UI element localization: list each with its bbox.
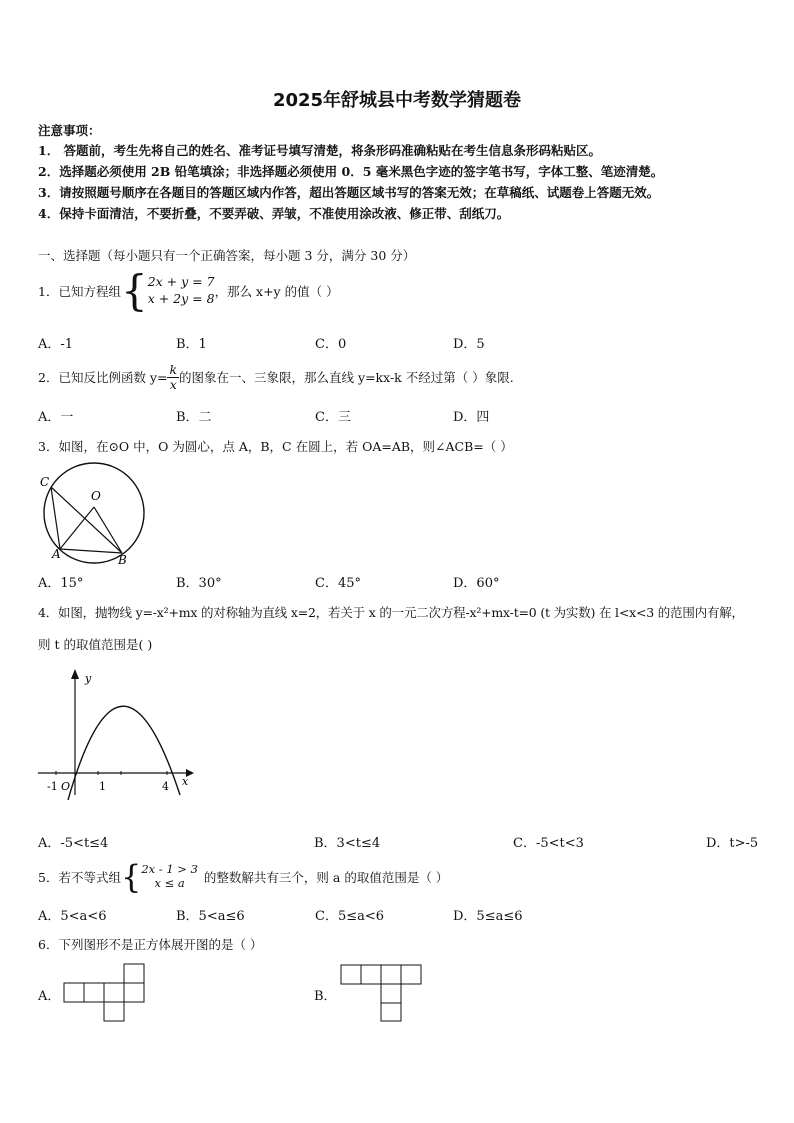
q1-option-d: D．5 bbox=[453, 337, 485, 352]
brace-icon: { bbox=[120, 266, 148, 315]
q3-option-d: D．60° bbox=[453, 576, 500, 591]
net-b-square bbox=[381, 965, 401, 984]
q5-prefix: 5．若不等式组 bbox=[38, 870, 121, 885]
q1-option-c: C．0 bbox=[315, 337, 347, 352]
label-b: B bbox=[118, 553, 127, 567]
net-b-square bbox=[341, 965, 361, 984]
label-o: O bbox=[91, 489, 101, 503]
q5-option-a: A．5<a<6 bbox=[38, 909, 107, 924]
segment-oa bbox=[60, 507, 94, 549]
question-2 bbox=[38, 356, 514, 398]
notes-heading: 注意事项： bbox=[38, 123, 101, 138]
origin-label: O bbox=[61, 780, 71, 793]
segment-ob bbox=[94, 507, 122, 553]
net-a-square bbox=[104, 1002, 124, 1021]
question-3: 3．如图，在⊙O 中，O 为圆心，点 A，B，C 在圆上，若 OA=AB，则∠ACB=（ ） bbox=[38, 439, 513, 454]
segment-ab bbox=[60, 549, 122, 553]
question-5 bbox=[38, 858, 448, 896]
q1-system bbox=[148, 274, 215, 308]
q2-fraction bbox=[167, 363, 179, 392]
q3-option-c: C．45° bbox=[315, 576, 361, 591]
y-label: y bbox=[85, 672, 92, 685]
net-figure-a bbox=[63, 962, 148, 1024]
q4-option-a: A．-5<t≤4 bbox=[38, 836, 109, 851]
label-c: C bbox=[40, 475, 50, 489]
note-item: 3．请按照题号顺序在各题目的答题区域内作答，超出答题区域书写的答案无效；在草稿纸、试题卷上答题无效。 bbox=[38, 185, 660, 200]
q1-suffix: ，那么 x+y 的值（ ） bbox=[214, 284, 339, 299]
net-a-square bbox=[124, 964, 144, 983]
question-6: 6．下列图形不是正方体展开图的是（ ） bbox=[38, 937, 263, 952]
net-figure-b bbox=[339, 963, 424, 1023]
q5-system bbox=[141, 863, 198, 891]
q2-suffix: 的图象在一、三象限，那么直线 y=kx-k 不经过第（ ）象限. bbox=[179, 370, 514, 385]
q5-option-d: D．5≤a≤6 bbox=[453, 909, 523, 924]
q5-ineq1: 2x - 1 > 3 bbox=[141, 862, 198, 877]
q1-eq2: x + 2y = 8 bbox=[147, 291, 215, 306]
net-a-square bbox=[64, 983, 84, 1002]
q2-option-d: D．四 bbox=[453, 410, 490, 425]
question-4-line1: 4．如图，抛物线 y=-x²+mx 的对称轴为直线 x=2，若关于 x 的一元二次方程-x²+mx-t=0 (t 为实数) 在 l<x<3 的范围内有解， bbox=[38, 605, 744, 620]
q2-numerator: k bbox=[169, 361, 178, 377]
q2-option-a: A．一 bbox=[38, 410, 74, 425]
page-title: 2025年舒城县中考数学猜题卷 bbox=[272, 90, 522, 111]
net-a-square bbox=[84, 983, 104, 1002]
q1-option-b: B．1 bbox=[176, 337, 207, 352]
net-b-square bbox=[401, 965, 421, 984]
q6-option-b-label: B． bbox=[314, 989, 337, 1004]
q5-option-b: B．5<a≤6 bbox=[176, 909, 245, 924]
q5-suffix: 的整数解共有三个，则 a 的取值范围是（ ） bbox=[203, 870, 449, 885]
q3-option-a: A．15° bbox=[38, 576, 84, 591]
tick-label-1: 1 bbox=[99, 780, 106, 793]
question-4-line2: 则 t 的取值范围是( ) bbox=[38, 637, 153, 652]
q6-option-a-label: A． bbox=[38, 989, 61, 1004]
segment-cb bbox=[51, 487, 122, 553]
q2-prefix: 2．已知反比例函数 y= bbox=[38, 370, 168, 385]
q1-option-a: A．-1 bbox=[38, 337, 74, 352]
question-1 bbox=[38, 266, 339, 316]
q3-option-b: B．30° bbox=[176, 576, 222, 591]
brace-icon: { bbox=[120, 858, 142, 896]
q4-option-d: D．t>-5 bbox=[706, 836, 759, 851]
net-b-square bbox=[381, 1003, 401, 1021]
q5-ineq2: x ≤ a bbox=[154, 876, 185, 890]
net-a-square bbox=[104, 983, 124, 1002]
section-heading: 一、选择题（每小题只有一个正确答案，每小题 3 分，满分 30 分） bbox=[38, 248, 416, 263]
q2-option-b: B．二 bbox=[176, 410, 212, 425]
q2-option-c: C．三 bbox=[315, 410, 351, 425]
q4-option-b: B．3<t≤4 bbox=[314, 836, 381, 851]
note-item: 4．保持卡面清洁，不要折叠，不要弄破、弄皱，不准使用涂改液、修正带、刮纸刀。 bbox=[38, 206, 510, 221]
q1-prefix: 1．已知方程组 bbox=[38, 284, 121, 299]
parabola-graph bbox=[38, 665, 198, 800]
net-a-square bbox=[124, 983, 144, 1002]
label-a: A bbox=[52, 547, 61, 561]
net-b-square bbox=[361, 965, 381, 984]
x-label: x bbox=[182, 775, 189, 788]
net-b-square bbox=[381, 984, 401, 1003]
tick-label-neg1: -1 bbox=[47, 780, 58, 793]
q4-option-c: C．-5<t<3 bbox=[513, 836, 584, 851]
q5-option-c: C．5≤a<6 bbox=[315, 909, 385, 924]
y-axis-arrow-icon bbox=[71, 669, 79, 679]
note-item: 2．选择题必须使用 2B 铅笔填涂；非选择题必须使用 0．5 毫米黑色字迹的签字笔书写，字体工整、笔迹清楚。 bbox=[38, 164, 664, 179]
q2-denominator: x bbox=[169, 376, 177, 392]
note-item: 1． 答题前，考生先将自己的姓名、准考证号填写清楚，将条形码准确粘贴在考生信息条形码粘贴区。 bbox=[38, 143, 602, 158]
circle-figure bbox=[38, 460, 150, 570]
tick-label-4: 4 bbox=[162, 780, 169, 793]
q1-eq1: 2x + y = 7 bbox=[147, 274, 215, 290]
